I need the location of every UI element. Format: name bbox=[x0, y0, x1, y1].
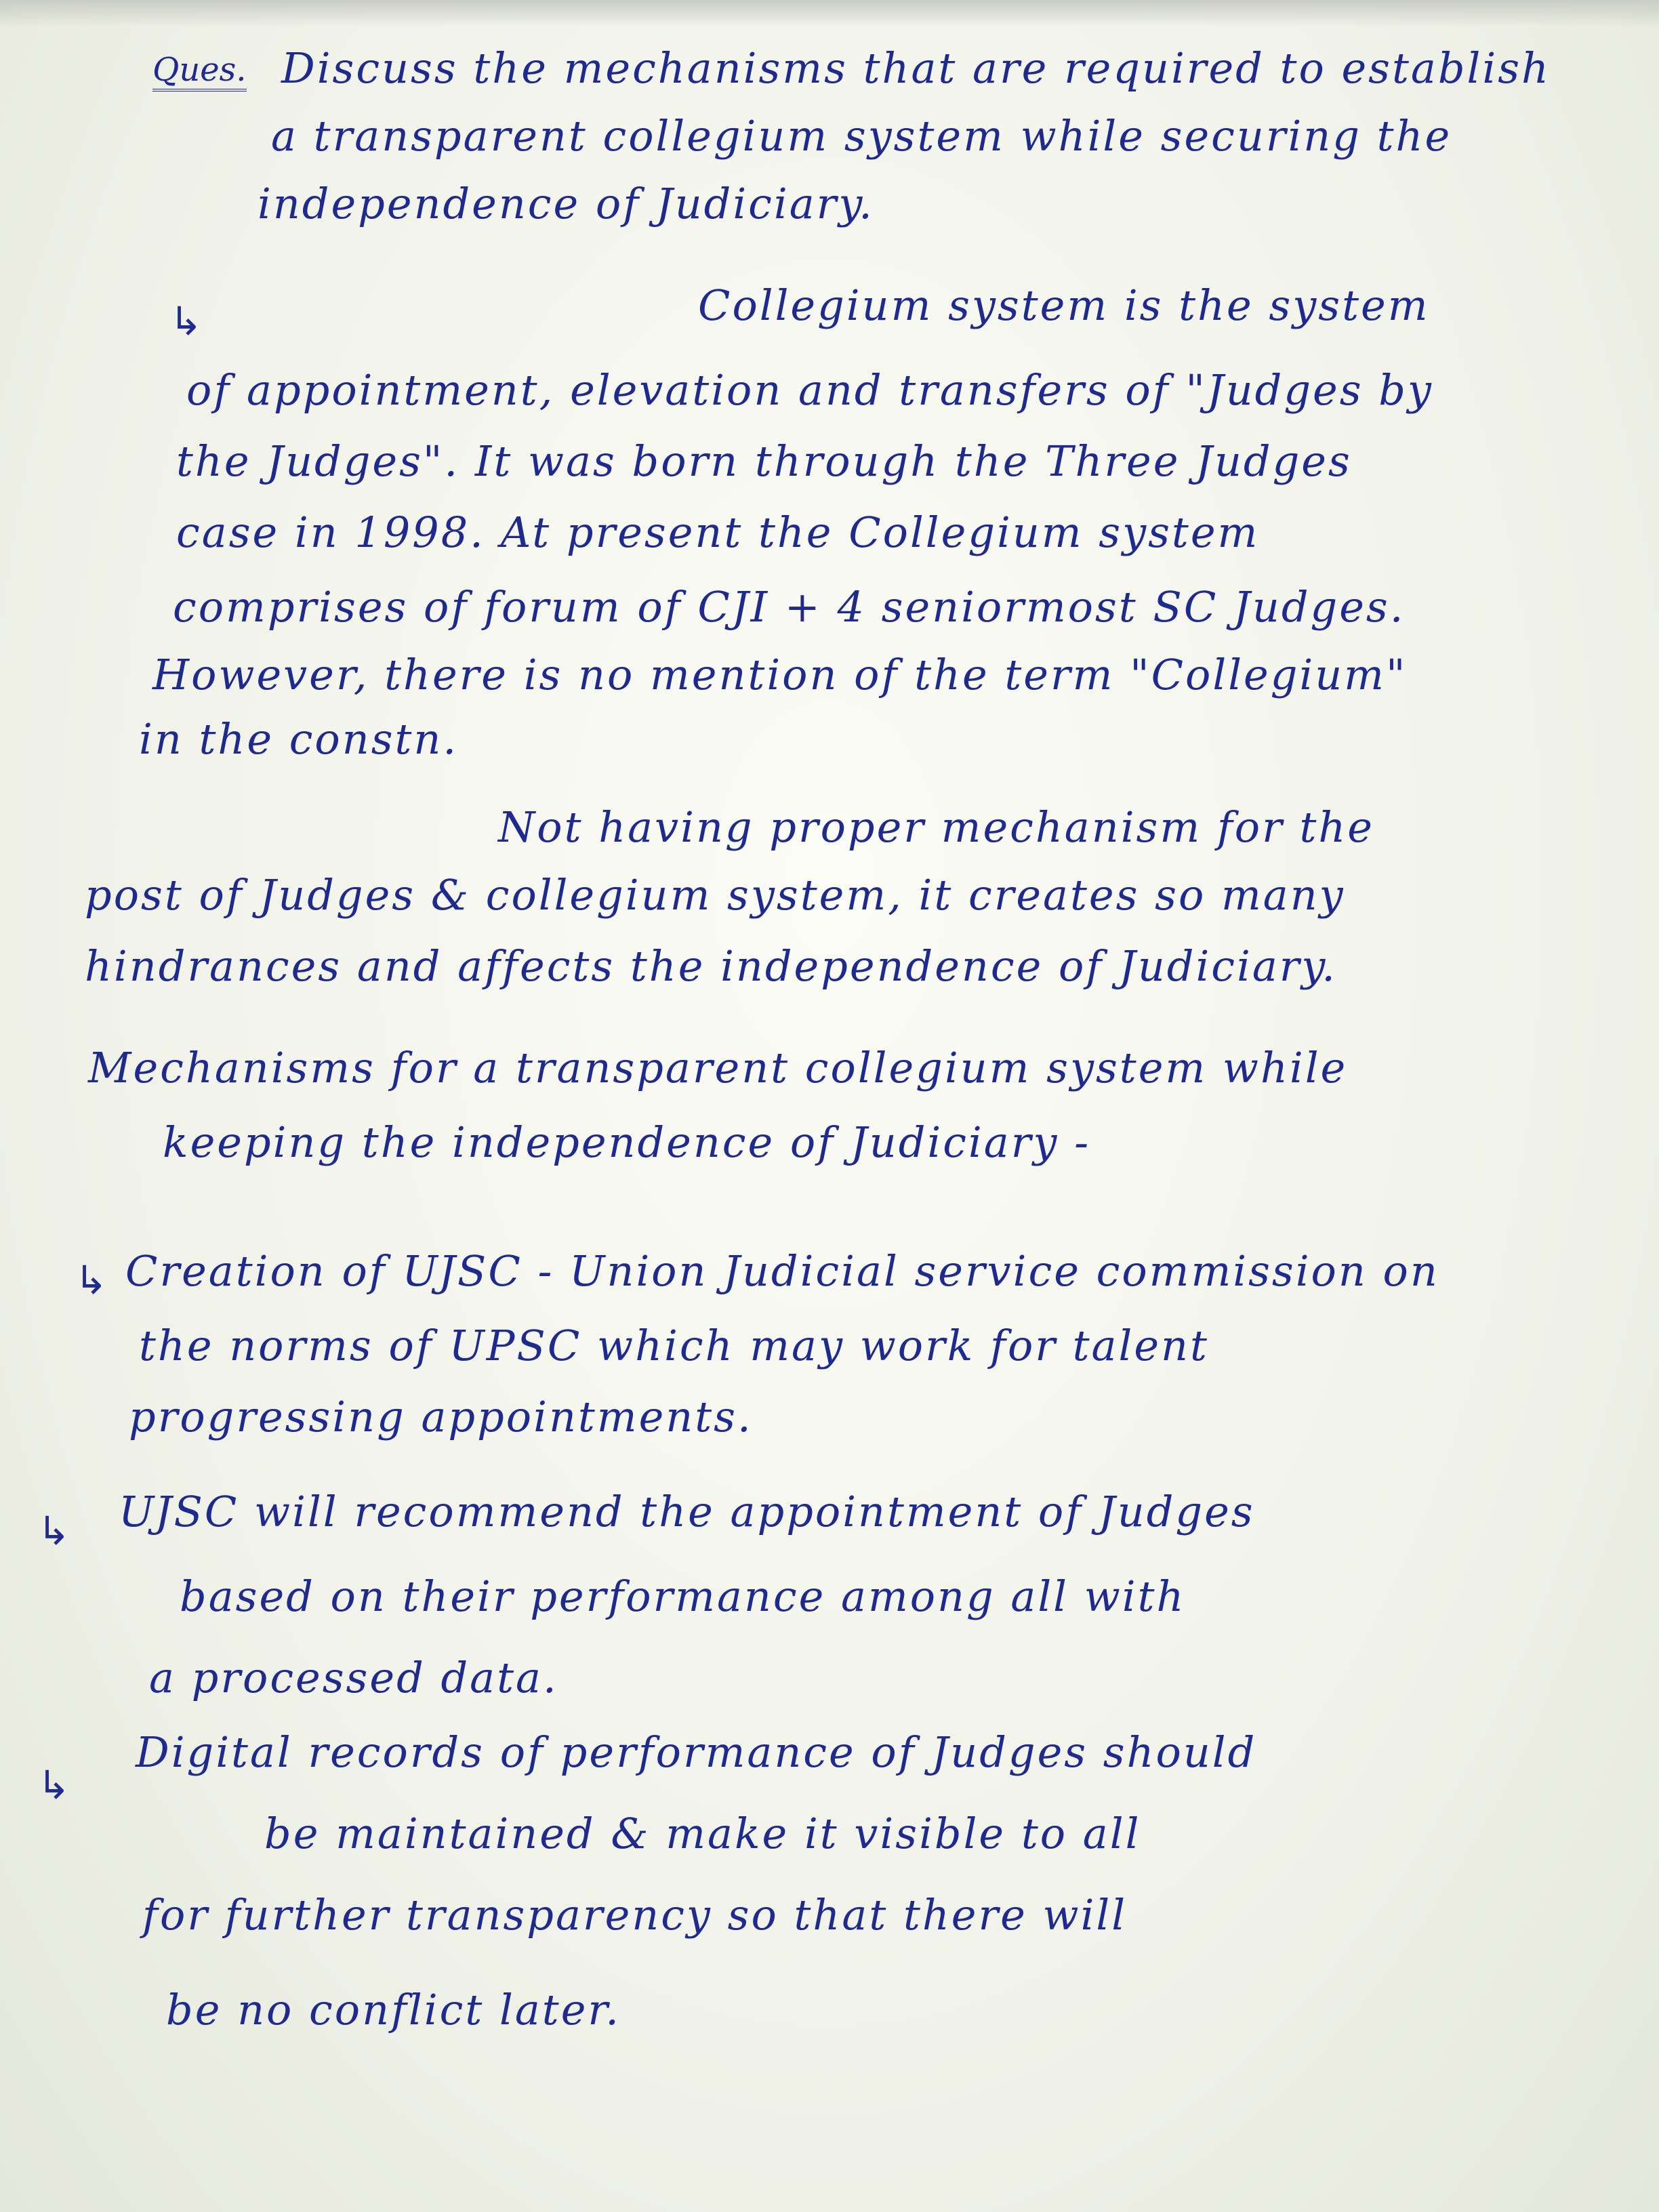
arrow-bullet-icon: ↳ bbox=[37, 1762, 70, 1808]
arrow-bullet-icon: ↳ bbox=[169, 298, 203, 344]
arrow-bullet-icon: ↳ bbox=[37, 1508, 70, 1554]
bullet2-line-1: UJSC will recommend the appointment of Judges bbox=[119, 1487, 1255, 1536]
intro-line-3: the Judges". It was born through the Three Judges bbox=[176, 436, 1352, 486]
intro-line-4: case in 1998. At present the Collegium system bbox=[176, 508, 1260, 557]
question-line-2: a transparent collegium system while securing the bbox=[271, 111, 1452, 161]
intro-line-7: in the constn. bbox=[139, 714, 459, 764]
bullet2-line-2: based on their performance among all with bbox=[180, 1572, 1186, 1621]
bullet3-line-3: for further transparency so that there will bbox=[142, 1890, 1128, 1940]
bullet1-line-1: Creation of UJSC - Union Judicial service commission on bbox=[125, 1246, 1439, 1296]
page-edge-shadow bbox=[0, 0, 1659, 27]
para2-line-1: Not having proper mechanism for the bbox=[498, 802, 1374, 852]
bullet2-line-3: a processed data. bbox=[149, 1653, 558, 1702]
bullet3-line-4: be no conflict later. bbox=[166, 1985, 621, 2034]
bullet3-line-2: be maintained & make it visible to all bbox=[264, 1809, 1141, 1858]
intro-line-1: Collegium system is the system bbox=[698, 281, 1430, 330]
intro-line-5: comprises of forum of CJI + 4 seniormost SC Judges. bbox=[173, 582, 1406, 632]
bullet1-line-3: progressing appointments. bbox=[129, 1392, 753, 1441]
question-label: Ques. bbox=[152, 51, 247, 91]
heading-line-2: keeping the independence of Judiciary - bbox=[163, 1118, 1091, 1167]
bullet3-line-1: Digital records of performance of Judges should bbox=[136, 1727, 1257, 1777]
arrow-bullet-icon: ↳ bbox=[75, 1257, 108, 1303]
heading-line-1: Mechanisms for a transparent collegium system while bbox=[88, 1043, 1348, 1092]
question-line-1: Discuss the mechanisms that are required to establish bbox=[281, 43, 1551, 93]
para2-line-2: post of Judges & collegium system, it creates so many bbox=[85, 870, 1345, 920]
para2-line-3: hindrances and affects the independence of Judiciary. bbox=[85, 941, 1337, 991]
bullet1-line-2: the norms of UPSC which may work for talent bbox=[139, 1321, 1209, 1370]
question-line-3: independence of Judiciary. bbox=[258, 179, 874, 228]
intro-line-6: However, there is no mention of the term "Collegium" bbox=[152, 650, 1408, 699]
intro-line-2: of appointment, elevation and transfers of "Judges by bbox=[186, 365, 1433, 415]
